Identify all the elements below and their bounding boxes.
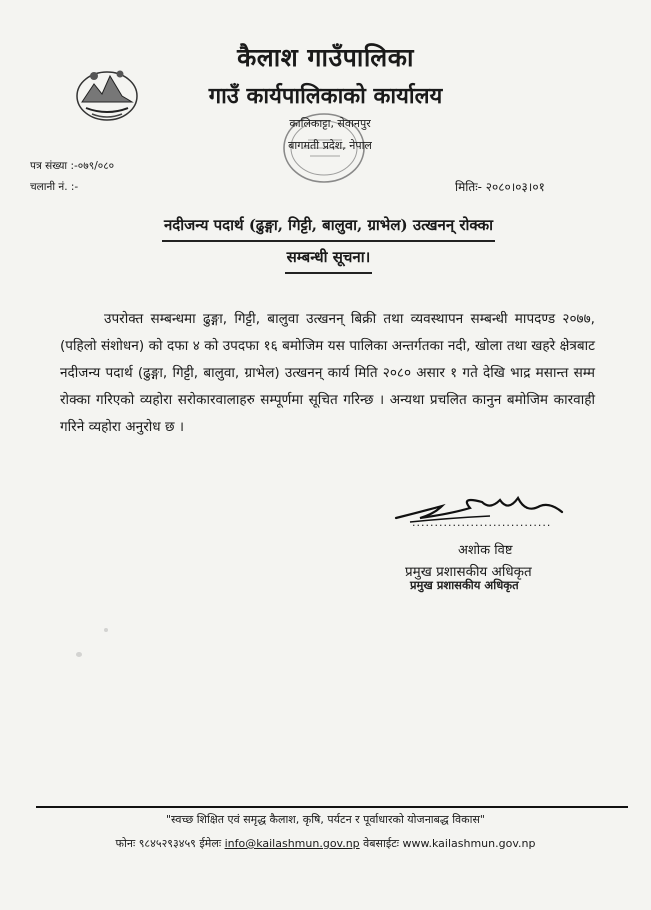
signature-line: ...............................	[412, 516, 552, 529]
reference-number: पत्र संख्या :-०७९/०८०	[30, 160, 115, 172]
website-link[interactable]: www.kailashmun.gov.np	[402, 837, 536, 850]
office-name: गाउँ कार्यपालिकाको कार्यालय	[208, 83, 443, 109]
notice-body	[60, 306, 595, 441]
signatory-name: अशोक विष्ट	[458, 543, 513, 558]
letter-date: मितिः- २०८०।०३।०१	[455, 180, 545, 194]
paper-spot	[104, 628, 108, 632]
email-label: ईमेलः	[199, 837, 222, 850]
org-name: कैलाश गाउँपालिका	[237, 43, 414, 72]
paper-spot	[76, 652, 82, 657]
phone-number: ९८४५२९३४५९	[138, 837, 196, 850]
website-label: वेबसाईटः	[363, 837, 400, 850]
email-link[interactable]: info@kailashmun.gov.np	[224, 837, 360, 850]
dispatch-number: चलानी नं. :-	[30, 181, 79, 193]
footer-divider	[36, 806, 628, 808]
notice-title-line-1: नदीजन्य पदार्थ (ढुङ्गा, गिट्टी, बालुवा, ग्राभेल) उत्खनन् रोक्का	[162, 210, 495, 242]
notice-title	[76, 210, 581, 274]
phone-label: फोनः	[115, 837, 136, 850]
notice-title-line-2: सम्बन्धी सूचना।	[285, 242, 373, 274]
address-line-1: कालिकाट्टा, सेवानपुर	[289, 117, 371, 130]
signatory-title: प्रमुख प्रशासकीय अधिकृत	[405, 564, 532, 580]
footer-motto: "स्वच्छ शिक्षित एवं समृद्ध कैलाश, कृषि, पर्यटन र पूर्वाधारको योजनाबद्ध विकास"	[166, 813, 485, 826]
footer-contact	[0, 836, 651, 851]
address-line-2: बागमती प्रदेश, नेपाल	[288, 139, 372, 152]
signatory-stamp: प्रमुख प्रशासकीय अधिकृत	[410, 578, 519, 592]
notice-body-text: उपरोक्त सम्बन्धमा ढुङ्गा, गिट्टी, बालुवा उत्खनन् बिक्री तथा व्यवस्थापन सम्बन्धी मापदण्ड २०७७, (पहिलो संशोधन) को दफा ४ को उपदफा १६ बमोजिम यस पालिका अन्तर्गतका नदी, खोला तथा खहरे क्षेत्रबाट नदीजन्य पदार्थ (ढुङ्गा, गिट्टी, बालुवा, ग्राभेल) उत्खनन् कार्य मिति २०८० असार १ गते देखि भाद्र मसान्त सम्म रोक्का गरिएको व्यहोरा सरोकारवालाहरु सम्पूर्णमा सूचित गरिन्छ । अन्यथा प्रचलित कानुन बमोजिम कारवाही गरिने व्यहोरा अनुरोध छ ।	[60, 311, 595, 435]
